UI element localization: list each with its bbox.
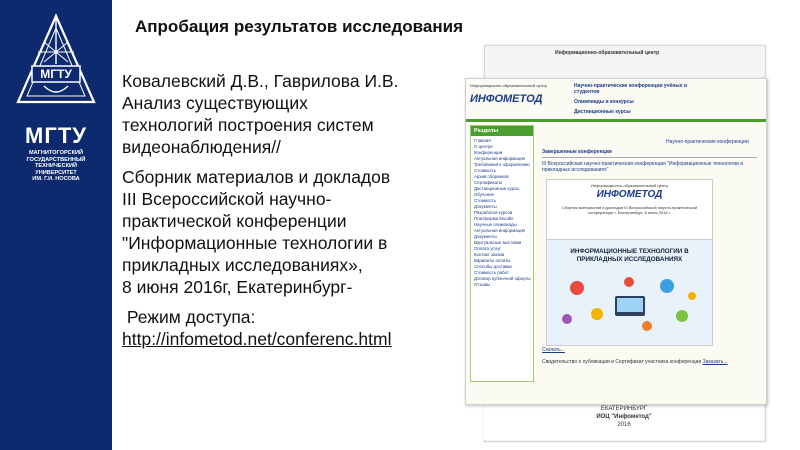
citation-line: видеонаблюдения// (122, 137, 281, 157)
book-title: ИНФОРМАЦИОННЫЕ ТЕХНОЛОГИИ В ПРИКЛАДНЫХ ИССЛЕДОВАНИЯХ (570, 248, 689, 263)
section-header: Научно-практические конференции (666, 139, 749, 145)
gear-icon (688, 292, 696, 300)
nav-item[interactable]: Оплата услуг (474, 246, 502, 251)
nav-item[interactable]: Варианты оплаты (474, 258, 511, 263)
gear-icon (562, 314, 572, 324)
nav-item[interactable]: Документы (474, 204, 497, 209)
citation-line: III Всероссийской научно- (122, 189, 332, 209)
citation-line: Ковалевский Д.В., Гаврилова И.В. (122, 71, 399, 91)
nav-item[interactable]: Обучение (474, 192, 495, 197)
logo-text: МГТУ (40, 67, 72, 81)
nav-item[interactable]: Контакт заказа (474, 252, 505, 257)
top-link[interactable]: Олимпиады и конкурсы (574, 99, 634, 105)
certificate-text: Свидетельство о публикации и Сертификат участника конференции Заказать... (542, 359, 728, 365)
book-org: ИОЦ "Инфометод" (596, 414, 652, 420)
nav-item[interactable]: Актуальная информация (474, 156, 526, 161)
download-link[interactable]: Скачать... (542, 347, 565, 353)
citation-text (122, 70, 467, 350)
site-nav-menu (470, 125, 534, 382)
citation-line: "Информационные технологии в (122, 233, 388, 253)
nav-item[interactable]: Дистанционные курсы (474, 186, 520, 191)
website-screenshot-front (465, 78, 767, 405)
conference-link[interactable]: http://infometod.net/conferenc.html (122, 329, 392, 349)
nav-item[interactable]: Стоимость (474, 168, 496, 173)
nav-item[interactable]: Актуальная информация (474, 228, 526, 233)
top-link[interactable]: Дистанционные курсы (574, 109, 631, 115)
nav-item[interactable]: Отзывы (474, 282, 491, 287)
citation-line: 8 июня 2016г, Екатеринбург- (122, 277, 353, 297)
book-cover-top (546, 179, 713, 241)
nav-item[interactable]: Конференции (474, 150, 503, 155)
nav-item[interactable]: Способы доставки (474, 264, 512, 269)
nav-item[interactable]: О центре (474, 144, 493, 149)
book-cover-middle (546, 239, 713, 346)
nav-item[interactable]: Разработка курсов (474, 210, 513, 215)
nav-list (471, 136, 533, 290)
nav-header: Разделы (471, 126, 533, 136)
citation-line: практической конференции (122, 211, 347, 231)
book-year: 2016 (617, 422, 631, 428)
nav-item[interactable]: Договор публичной оферты (474, 276, 531, 281)
nav-item[interactable]: Стоимость работ (474, 270, 509, 275)
site-brand-logo: ИНФОМЕТОД (470, 93, 543, 105)
nav-item[interactable]: Виртуальные выставки (474, 240, 522, 245)
top-link[interactable]: Научно-практические конференции учёных и студентов (574, 83, 687, 95)
university-logo-icon (14, 12, 98, 112)
infographic-illustration (547, 274, 712, 344)
gear-icon (591, 308, 603, 320)
completed-conferences-label: Завершенные конференции (542, 149, 612, 155)
nav-item[interactable]: Сертификаты (474, 180, 503, 185)
site-caption: Информационно-образовательный центр (470, 83, 548, 88)
gear-icon (660, 279, 674, 293)
nav-item[interactable]: Научные олимпиады (474, 222, 517, 227)
university-abbreviation: МГТУ (25, 123, 87, 148)
citation-line: прикладных исследованиях», (122, 255, 363, 275)
university-sidebar (0, 0, 112, 450)
conference-title: III Всероссийская научно-практическая конференция "Информационные технологии в прикладных исследованиях" (542, 161, 743, 173)
book-subtitle: Сборник материалов и докладов III Всероссийской научно-практической конференции г. Екатеринбург, 8 июня 2016 г. (561, 205, 698, 215)
nav-item[interactable]: Платформа Moodle (474, 216, 514, 221)
access-mode-label: Режим доступа: (122, 307, 256, 327)
citation-line: технологий построения систем (122, 115, 374, 135)
gear-icon (642, 321, 652, 331)
book-publisher: Информационно-образовательный центр (590, 183, 669, 188)
book-city: ЕКАТЕРИНБУРГ (600, 406, 648, 412)
nav-item[interactable]: Архив сборников (474, 174, 509, 179)
nav-item[interactable]: Главная (474, 138, 491, 143)
screenshot-header-center: Информационно-образовательный центр (555, 50, 660, 56)
nav-item[interactable]: Стоимость (474, 198, 496, 203)
nav-item[interactable]: Требования к оформлению (474, 162, 530, 167)
gear-icon (570, 281, 584, 295)
gear-icon (676, 310, 688, 322)
university-full-name: МАГНИТОГОРСКИЙ ГОСУДАРСТВЕННЫЙ ТЕХНИЧЕСКИЙ УНИВЕРСИТЕТ ИМ. Г.И. НОСОВА (26, 150, 86, 183)
gear-icon (624, 277, 634, 287)
citation-line: Анализ существующих (122, 93, 308, 113)
top-links (574, 83, 694, 115)
certificate-link[interactable]: Заказать... (702, 359, 728, 365)
book-brand: ИНФОМЕТОД (596, 189, 663, 200)
citation-line: Сборник материалов и докладов (122, 167, 391, 187)
nav-item[interactable]: Документы (474, 234, 497, 239)
slide-title: Апробация результатов исследования (135, 17, 463, 36)
